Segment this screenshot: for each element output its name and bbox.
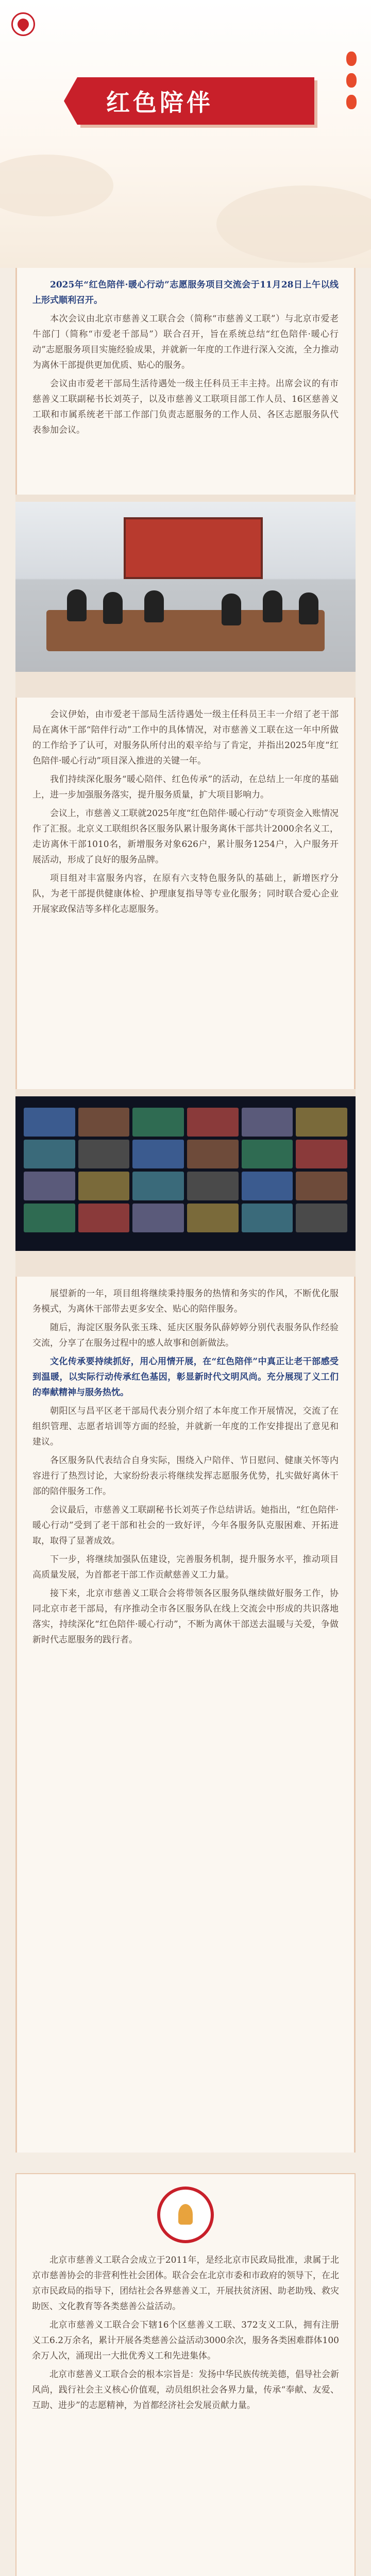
emblem-icon xyxy=(11,12,35,36)
video-conference-photo xyxy=(15,1096,356,1251)
paragraph: 会议最后，市慈善义工联副秘书长刘英子作总结讲话。她指出，“红色陪伴·暖心行动”受到了老干部和社会的一致好评，今年各服务队克服困难、开拓进取，取得了显著成效。 xyxy=(32,1505,339,1546)
paragraph: 会议伊始，由市爱老干部局生活待遇处一级主任科员王丰一介绍了老干部局在离休干部“陪伴行动”工作中的具体情况，对市慈善义工联在这一年中所做的工作给予了认可，对服务队所付出的艰辛给与了肯定，并指出2025年度“红色陪伴·暖心行动”项目深入推进的关键一年。 xyxy=(32,709,339,766)
video-participant-tile xyxy=(296,1172,347,1200)
video-participant-tile xyxy=(242,1140,293,1168)
divider xyxy=(15,495,356,502)
projector-screen xyxy=(124,517,263,579)
video-participant-tile xyxy=(132,1204,184,1232)
video-participant-tile xyxy=(187,1108,239,1137)
cloud-decoration xyxy=(0,155,113,216)
video-participant-tile xyxy=(187,1140,239,1168)
video-participant-tile xyxy=(242,1172,293,1200)
person-figure xyxy=(103,592,123,624)
divider xyxy=(15,672,356,698)
meeting-table xyxy=(46,610,325,651)
video-participant-tile xyxy=(24,1204,75,1232)
text-panel-1 xyxy=(15,268,356,495)
video-participant-tile xyxy=(24,1140,75,1168)
paragraph: 本次会议由北京市慈善义工联合会（简称“市慈善义工联”）与北京市爱老牛部门（简称“市爱老千部局”）联合召开，旨在系统总结“红色陪伴·暖心行动”志愿服务项目实施经验成果，并就新一年度的工作进行深入交流，全力推动为离休干部提供更加优质、贴心的服务。 xyxy=(32,314,339,370)
paragraph: 随后，海淀区服务队张玉珠、延庆区服务队薛婷婷分别代表服务队作经验交流，分享了在服务过程中的感人故事和创新做法。 xyxy=(32,1323,339,1348)
video-participant-tile xyxy=(296,1204,347,1232)
person-figure xyxy=(263,590,282,622)
video-participant-tile xyxy=(24,1172,75,1200)
cloud-decoration xyxy=(216,185,371,263)
paragraph: 项目组对丰富服务内容，在原有六支特色服务队的基础上，新增医疗分队，为老干部提供健康体检、护理康复指导等专业化服务；同时联合爱心企业开展家政保洁等多样化志愿服务。 xyxy=(32,873,339,914)
header xyxy=(0,0,371,268)
divider xyxy=(15,1089,356,1096)
paragraph: 朝阳区与昌平区老干部局代表分别介绍了本年度工作开展情况，交流了在组织管理、志愿者培训等方面的经验，并就新一年度的工作安排提出了意见和建议。 xyxy=(32,1406,339,1447)
paragraph: 会议由市爱老干部局生活待遇处一级主任科员王丰主持。出席会议的有市慈善义工联副秘书长刘英子，以及市慈善义工联项目部工作人员、16区慈善义工联和市属系统老干部工作部门负责志愿服务的工作人员、各区志愿服务队代表参加会议。 xyxy=(32,379,339,435)
person-figure xyxy=(67,589,87,621)
paragraph: 文化传承要持续抓好，用心用情开展，在“红色陪伴”中真正让老干部感受到温暖，以实际行动传承红色基因，彰显新时代文明风尚。充分展现了义工们的奉献精神与服务热忱。 xyxy=(32,1357,339,1398)
video-participant-tile xyxy=(242,1108,293,1137)
video-participant-tile xyxy=(24,1108,75,1137)
paragraph: 我们持续深化服务“暖心陪伴、红色传承”的活动，在总结上一年度的基础上，进一步加强服务落实，提升服务质量，扩大项目影响力。 xyxy=(32,774,339,800)
paragraph: 北京市慈善义工联合会成立于2011年，是经北京市民政局批准，隶属于北京市慈善协会的非营利性社会团体。联合会在北京市委和市政府的领导下，在北京市民政局的指导下，团结社会各界慈善义工，开展扶贫济困、助老助残、救灾助医、文化教育等各类慈善公益活动。 xyxy=(32,2255,339,2312)
paragraph: 会议上，市慈善义工联就2025年度“红色陪伴·暖心行动”专项资金入账情况作了汇报。北京义工联组织各区服务队累计服务离休干部共计2000余名义工，走访离休干部1010名，新增服务对象626户，累计服务1254户，入户服务开展活动，形成了良好的服务品牌。 xyxy=(32,808,339,865)
text-panel-2 xyxy=(15,698,356,1089)
paragraph: 2025年“红色陪伴·暖心行动”志愿服务项目交流会于11月28日上午以线上形式顺利召开。 xyxy=(32,280,339,306)
video-participant-tile xyxy=(242,1204,293,1232)
person-figure xyxy=(222,594,241,625)
video-participant-tile xyxy=(78,1172,130,1200)
person-figure xyxy=(144,590,164,622)
paragraph: 北京市慈善义工联合会的根本宗旨是：发扬中华民族传统美德，倡导社会新风尚，践行社会主义核心价值观，动员组织社会各界力量，传承“奉献、友爱、互助、进步”的志愿精神，为首都经济社会发展贡献力量。 xyxy=(32,2369,339,2411)
paragraph: 下一步，将继续加强队伍建设，完善服务机制，提升服务水平，推动项目高质量发展，为首都老干部工作贡献慈善义工力量。 xyxy=(32,1554,339,1580)
video-participant-tile xyxy=(132,1172,184,1200)
paragraph: 展望新的一年，项目组将继续秉持服务的热情和务实的作风，不断优化服务模式，为离休干部带去更多安全、贴心的陪伴服务。 xyxy=(32,1289,339,1314)
video-participant-tile xyxy=(296,1140,347,1168)
paragraph: 接下来，北京市慈善义工联合会将带领各区服务队继续做好服务工作，协同北京市老干部局，有序推动全市各区服务队在线上交流会中形成的共识落地落实，持续深化“红色陪伴·暖心行动”，不断为离休干部送去温暖与关爱，争做新时代志愿服务的践行者。 xyxy=(32,1588,339,1645)
divider xyxy=(15,1251,356,1277)
paragraph: 北京市慈善义工联合会下辖16个区慈善义工联、372支义工队，拥有注册义工6.2万余名，累计开展各类慈善公益活动3000余次，服务各类困难群体100余万人次，涌现出一大批优秀义工和先进集体。 xyxy=(32,2320,339,2361)
video-participant-tile xyxy=(296,1108,347,1137)
video-participant-tile xyxy=(187,1204,239,1232)
person-figure xyxy=(299,592,318,624)
paragraph: 各区服务队代表结合自身实际，围绕入户陪伴、节日慰问、健康关怀等内容进行了热烈讨论，大家纷纷表示将继续发挥志愿服务优势，扎实做好离休干部的陪伴服务工作。 xyxy=(32,1455,339,1497)
video-participant-tile xyxy=(78,1108,130,1137)
video-participant-tile xyxy=(187,1172,239,1200)
page-title: 红色陪伴 xyxy=(106,89,213,116)
lantern-icon xyxy=(346,52,357,116)
video-participant-tile xyxy=(132,1140,184,1168)
title-banner xyxy=(77,77,314,125)
meeting-photo xyxy=(15,502,356,672)
video-participant-tile xyxy=(78,1140,130,1168)
video-participant-tile xyxy=(78,1204,130,1232)
association-logo-icon xyxy=(157,2187,214,2243)
video-grid xyxy=(24,1108,347,1232)
about-block xyxy=(15,2173,356,2576)
text-panel-3 xyxy=(15,1277,356,2153)
video-participant-tile xyxy=(132,1108,184,1137)
